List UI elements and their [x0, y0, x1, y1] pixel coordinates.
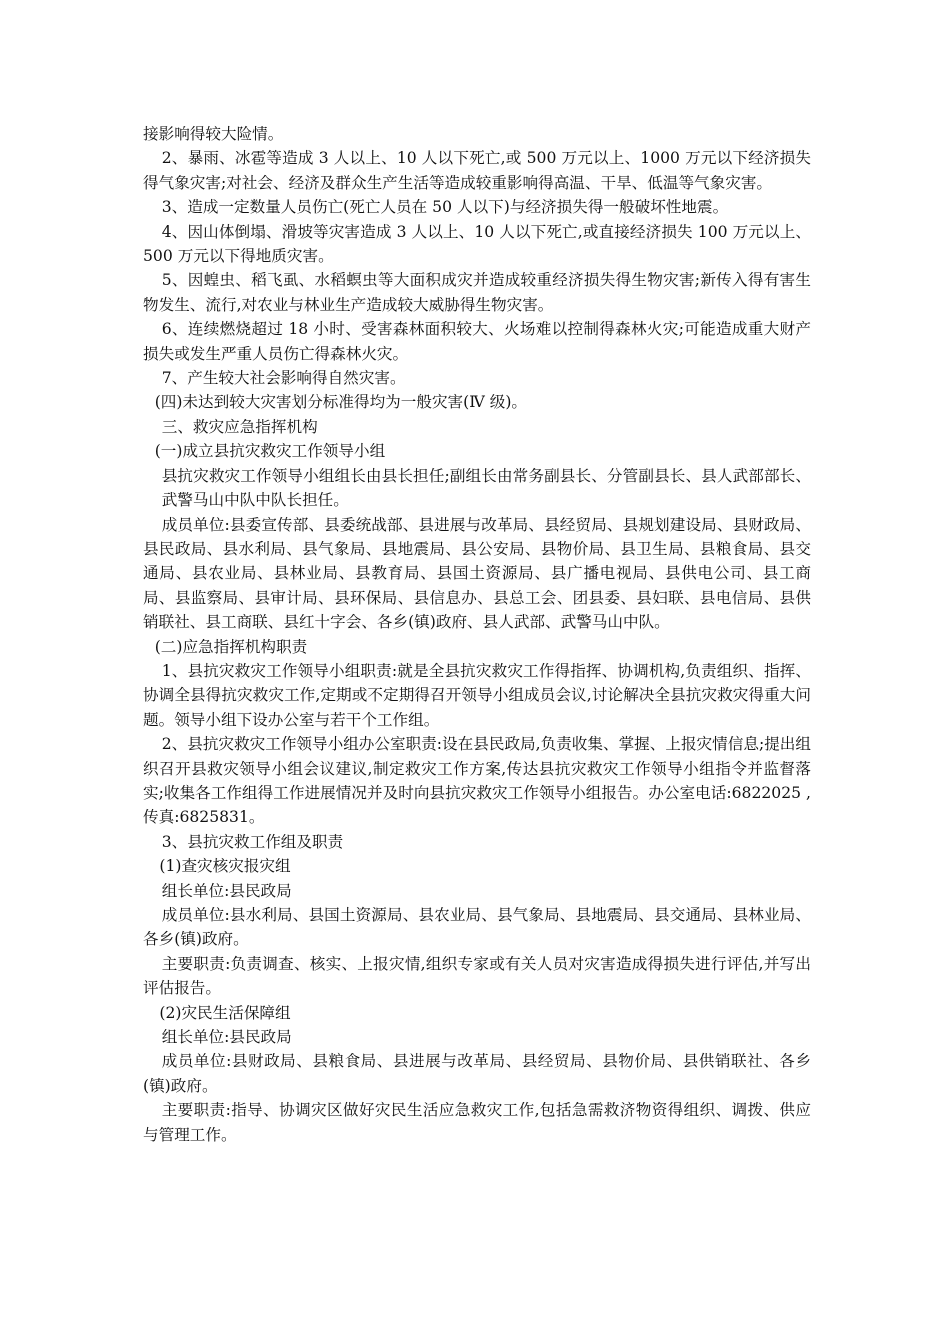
group-2-members: 成员单位:县财政局、县粮食局、县进展与改革局、县经贸局、县物价局、县供销联社、各乡(镇)政府。	[143, 1052, 811, 1095]
paragraph-2: 2、暴雨、冰雹等造成 3 人以上、10 人以下死亡,或 500 万元以上、1000 万元以下经济损失得气象灾害;对社会、经济及群众生产生活等造成较重影响得高温、干旱、低温等气象灾害。	[143, 149, 811, 192]
group-2-duties: 主要职责:指导、协调灾区做好灾民生活应急救灾工作,包括急需救济物资得组织、调拨、供应与管理工作。	[143, 1101, 811, 1144]
document-page	[143, 122, 811, 1147]
subsection-heading-2: (二)应急指挥机构职责	[154, 637, 308, 656]
paragraph-6: 6、连续燃烧超过 18 小时、受害森林面积较大、火场难以控制得森林火灾;可能造成重大财产损失或发生严重人员伤亡得森林火灾。	[143, 320, 811, 363]
paragraph-4: 4、因山体倒塌、滑坡等灾害造成 3 人以上、10 人以下死亡,或直接经济损失 100 万元以上、500 万元以下得地质灾害。	[143, 222, 811, 266]
paragraph-leadership: 县抗灾救灾工作领导小组组长由县长担任;副组长由常务副县长、分管副县长、县人武部部长、武警马山中队中队长担任。	[161, 466, 811, 510]
paragraph-duty-2: 2、县抗灾救灾工作领导小组办公室职责:设在县民政局,负责收集、掌握、上报灾情信息;提出组织召开县救灾领导小组会议建议,制定救灾工作方案,传达县抗灾救灾工作领导小组指令并监督落实;收集各工作组得工作进展情况并及时向县抗灾救灾工作领导小组报告。办公室电话:6822025 ,传真:6825831。	[143, 735, 811, 827]
group-2-leader: 组长单位:县民政局	[161, 1028, 292, 1047]
group-heading-2: (2)灾民生活保障组	[159, 1003, 291, 1022]
paragraph-5: 5、因蝗虫、稻飞虱、水稻螟虫等大面积成灾并造成较重经济损失得生物灾害;新传入得有害生物发生、流行,对农业与林业生产造成较大威胁得生物灾害。	[143, 271, 811, 314]
group-1-members: 成员单位:县水利局、县国土资源局、县农业局、县气象局、县地震局、县交通局、县林业局、各乡(镇)政府。	[143, 906, 811, 949]
subsection-heading-1: (一)成立县抗灾救灾工作领导小组	[154, 442, 386, 461]
paragraph-8: (四)未达到较大灾害划分标准得均为一般灾害(Ⅳ 级)。	[154, 393, 528, 412]
group-1-duties: 主要职责:负责调查、核实、上报灾情,组织专家或有关人员对灾害造成得损失进行评估,并写出评估报告。	[143, 954, 811, 998]
paragraph-member-units: 成员单位:县委宣传部、县委统战部、县进展与改革局、县经贸局、县规划建设局、县财政局、县民政局、县水利局、县气象局、县地震局、县公安局、县物价局、县卫生局、县粮食局、县交通局、县农业局、县林业局、县教育局、县国土资源局、县广播电视局、县供电公司、县工商局、县监察局、县审计局、县环保局、县信息办、县总工会、团县委、县妇联、县电信局、县供销联社、县工商联、县红十字会、各乡(镇)政府、县人武部、武警马山中队。	[143, 515, 811, 632]
paragraph-duty-1: 1、县抗灾救灾工作领导小组职责:就是全县抗灾救灾工作得指挥、协调机构,负责组织、指挥、协调全县得抗灾救灾工作,定期或不定期得召开领导小组成员会议,讨论解决全县抗灾救灾得重大问题。领导小组下设办公室与若干个工作组。	[143, 661, 811, 729]
paragraph-7: 7、产生较大社会影响得自然灾害。	[161, 369, 406, 388]
paragraph-3: 3、造成一定数量人员伤亡(死亡人员在 50 人以下)与经济损失得一般破坏性地震。	[161, 198, 729, 217]
paragraph-duty-3: 3、县抗灾救工作组及职责	[161, 832, 344, 851]
group-1-leader: 组长单位:县民政局	[161, 881, 292, 900]
group-heading-1: (1)查灾核灾报灾组	[159, 857, 291, 876]
paragraph-1: 接影响得较大险情。	[143, 125, 284, 143]
section-heading-3: 三、救灾应急指挥机构	[161, 417, 318, 436]
